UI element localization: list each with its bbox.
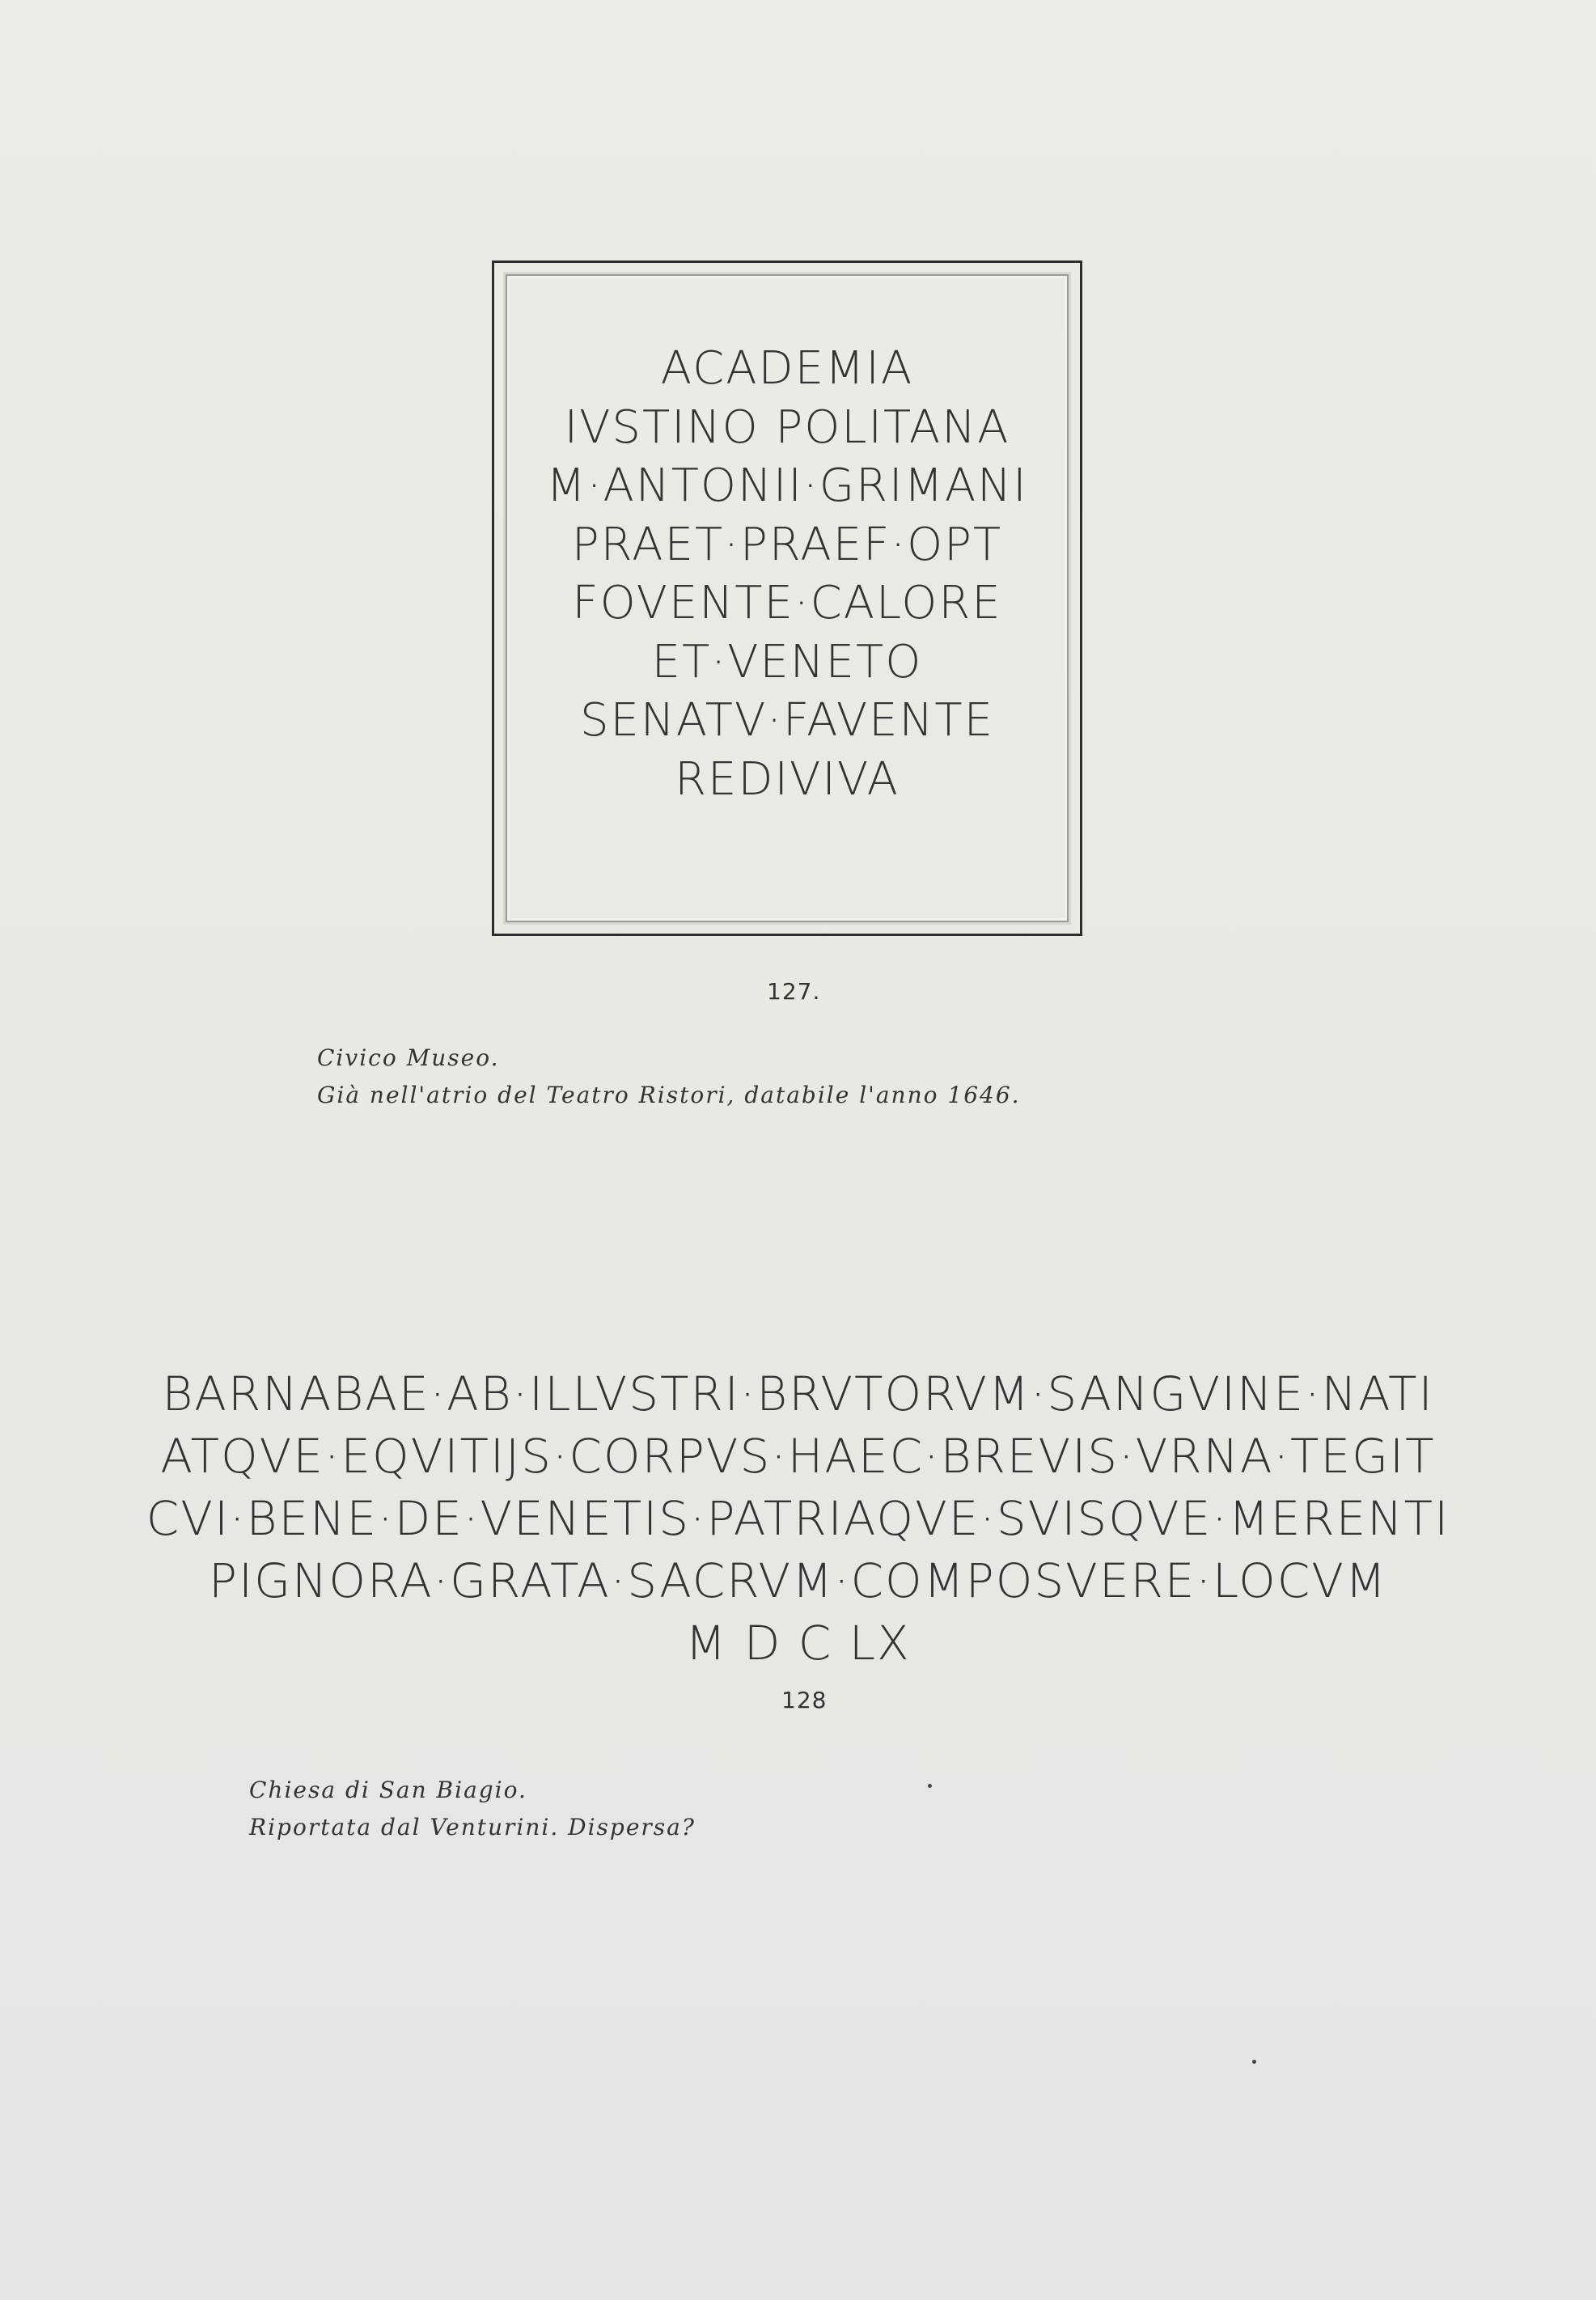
ink-speck xyxy=(928,1784,932,1788)
inscription-128-line: CVI·BENE·DE·VENETIS·PATRIAQVE·SVISQVE·MERENTI xyxy=(146,1491,1450,1546)
inscription-128-line: PIGNORA·GRATA·SACRVM·COMPOSVERE·LOCVM xyxy=(208,1553,1388,1608)
inscription-128-line: ATQVE·EQVITIJS·CORPVS·HAEC·BREVIS·VRNA·TEGIT xyxy=(160,1429,1436,1484)
note-127-line-1: Civico Museo. xyxy=(317,1044,500,1071)
inscription-128-text xyxy=(146,1363,1450,1675)
inscription-127-line: SENATV·FAVENTE xyxy=(579,694,995,747)
inscription-127-plaque xyxy=(492,260,1082,936)
inscription-128-line: BARNABAE·AB·ILLVSTRI·BRVTORVM·SANGVINE·NATI xyxy=(162,1366,1434,1421)
inscription-128-number: 128 xyxy=(781,1687,828,1713)
inscription-127-line: M·ANTONII·GRIMANI xyxy=(546,460,1028,512)
inscription-127-line: FOVENTE·CALORE xyxy=(572,577,1002,629)
inscription-128-line: M D C LX xyxy=(685,1616,911,1671)
note-128-line-1: Chiesa di San Biagio. xyxy=(249,1777,527,1803)
inscription-127-line: REDIVIVA xyxy=(675,752,900,806)
note-127-line-2: Già nell'atrio del Teatro Ristori, databile l'anno 1646. xyxy=(317,1082,1021,1108)
inscription-128-note xyxy=(249,1772,696,1846)
ink-speck xyxy=(1252,2060,1256,2064)
inscription-127-line: IVSTINO POLITANA xyxy=(564,400,1010,454)
inscription-127-line: PRAET·PRAEF·OPT xyxy=(571,518,1003,571)
inscription-127-line: ACADEMIA xyxy=(660,342,914,395)
inscription-127-number: 127. xyxy=(767,978,821,1005)
inscription-127-line: ET·VENETO xyxy=(651,635,923,688)
inscription-127-text xyxy=(494,340,1080,809)
inscription-127-note xyxy=(317,1040,1021,1114)
note-128-line-2: Riportata dal Venturini. Dispersa? xyxy=(249,1814,696,1840)
